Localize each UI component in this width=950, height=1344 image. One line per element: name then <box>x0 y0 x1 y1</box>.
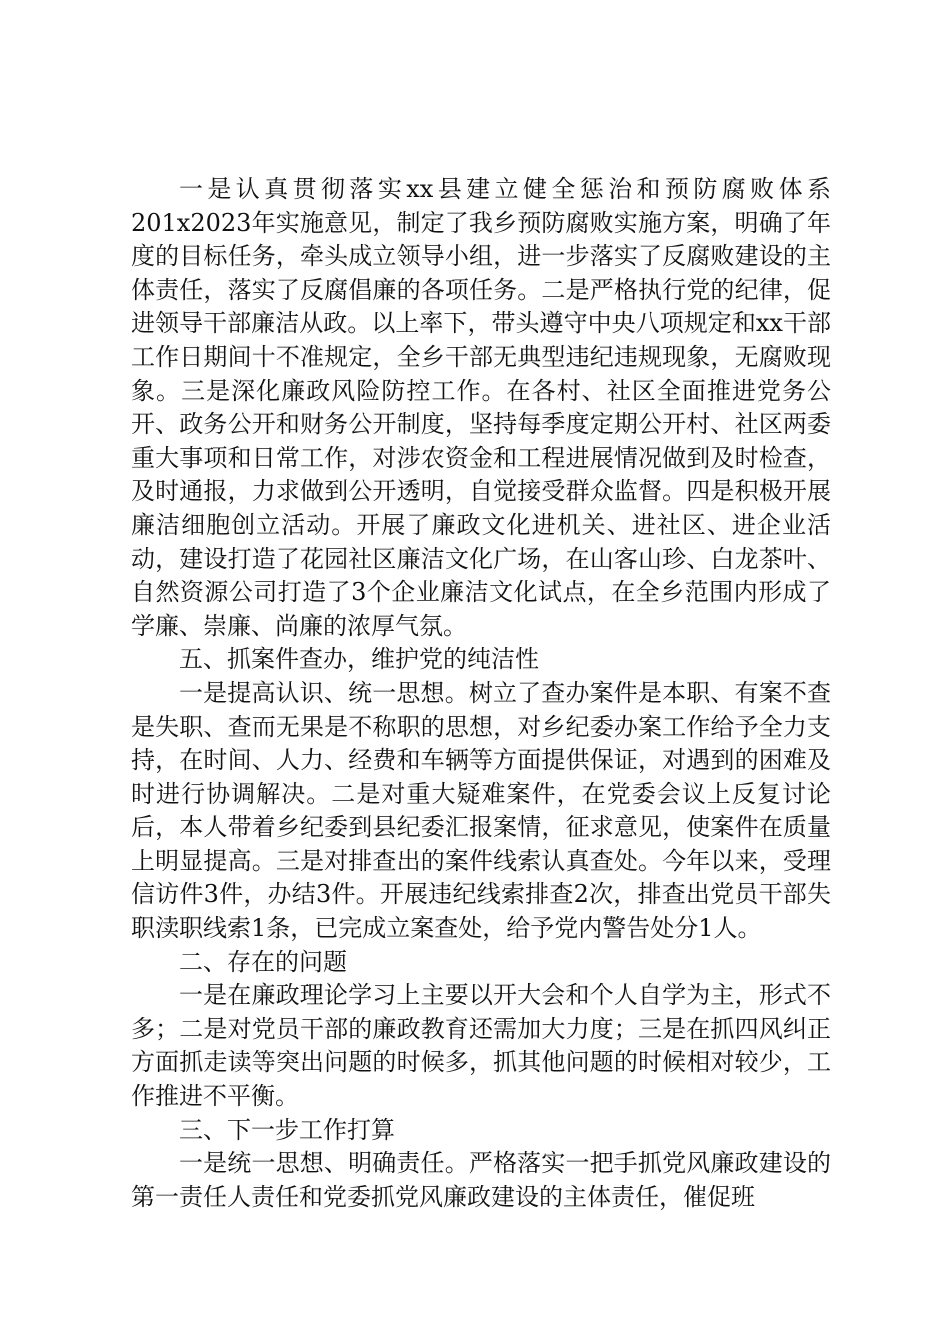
document-body <box>131 173 831 1214</box>
heading-case-handling: 五、抓案件查办，维护党的纯洁性 <box>179 645 539 674</box>
heading-next-steps: 三、下一步工作打算 <box>179 1115 395 1144</box>
paragraph-anti-corruption-measures: 一是认真贯彻落实xx县建立健全惩治和预防腐败体系201x2023年实施意见，制定了我乡预防腐败实施方案，明确了年度的目标任务，牵头成立领导小组，进一步落实了反腐败建设的主体责任，落实了反腐倡廉的各项任务。二是严格执行党的纪律，促进领导干部廉洁从政。以上率下，带头遵守中央八项规定和xx干部工作日期间十不准规定，全乡干部无典型违纪违规现象，无腐败现象。三是深化廉政风险防控工作。在各村、社区全面推进党务公开、政务公开和财务公开制度，坚持每季度定期公开村、社区两委重大事项和日常工作，对涉农资金和工程进展情况做到及时检查，及时通报，力求做到公开透明，自觉接受群众监督。四是积极开展廉洁细胞创立活动。开展了廉政文化进机关、进社区、进企业活动，建设打造了花园社区廉洁文化广场，在山客山珍、白龙茶叶、自然资源公司打造了3个企业廉洁文化试点，在全乡范围内形成了学廉、崇廉、尚廉的浓厚气氛。 <box>131 175 831 640</box>
heading-existing-problems: 二、存在的问题 <box>179 947 347 976</box>
paragraph-existing-problems: 一是在廉政理论学习上主要以开大会和个人自学为主，形式不多；二是对党员干部的廉政教育还需加大力度；三是在抓四风纠正方面抓走读等突出问题的时候多，抓其他问题的时候相对较少，工作推进不平衡。 <box>131 981 831 1111</box>
paragraph-next-steps: 一是统一思想、明确责任。严格落实一把手抓党风廉政建设的第一责任人责任和党委抓党风廉政建设的主体责任，催促班 <box>131 1149 831 1211</box>
paragraph-case-handling: 一是提高认识、统一思想。树立了查办案件是本职、有案不查是失职、查而无果是不称职的思想，对乡纪委办案工作给予全力支持，在时间、人力、经费和车辆等方面提供保证，对遇到的困难及时进行协调解决。二是对重大疑难案件，在党委会议上反复讨论后，本人带着乡纪委到县纪委汇报案情，征求意见，使案件在质量上明显提高。三是对排查出的案件线索认真查处。今年以来，受理信访件3件，办结3件。开展违纪线索排查2次，排查出党员干部失职渎职线索1条，已完成立案查处，给予党内警告处分1人。 <box>131 678 831 943</box>
